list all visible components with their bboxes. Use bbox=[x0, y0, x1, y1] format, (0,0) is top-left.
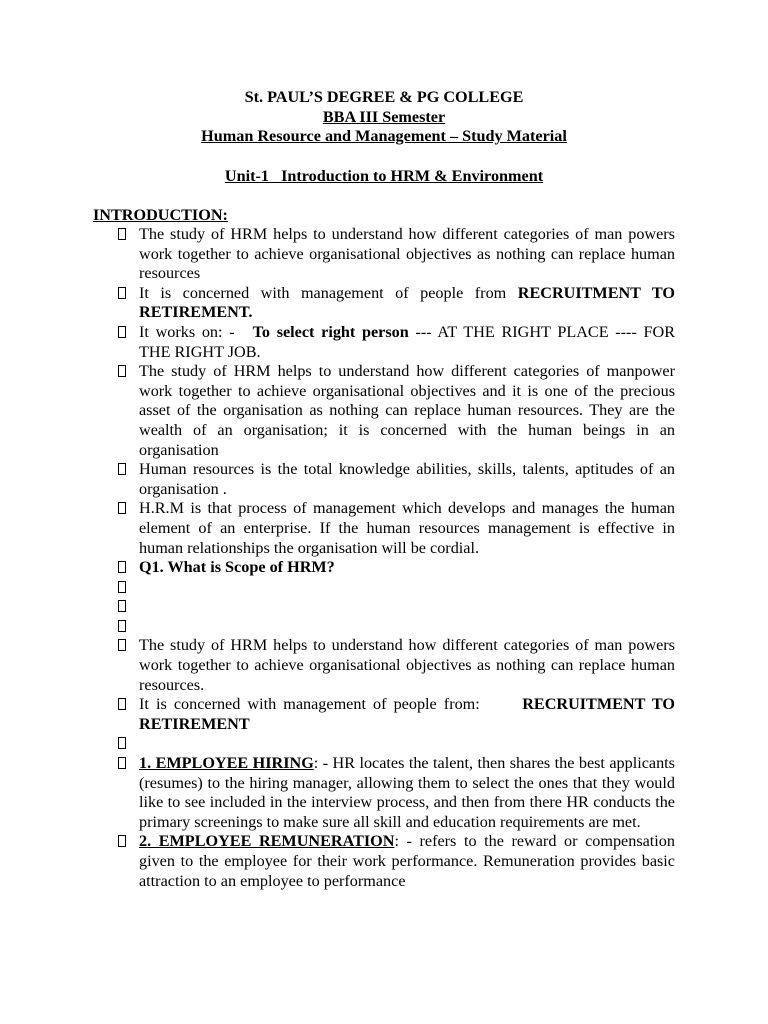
bullet-list bbox=[115, 225, 675, 891]
unit-title: Unit-1 Introduction to HRM & Environment bbox=[224, 167, 544, 185]
list-item bbox=[115, 558, 675, 578]
square-bullet-icon bbox=[118, 581, 126, 593]
list-item bbox=[115, 284, 675, 323]
square-bullet-icon bbox=[118, 620, 126, 632]
item-text-bold: RECRUITMENT TO RETIREMENT. bbox=[139, 283, 675, 322]
item-text: The study of HRM helps to understand how different categories of manpower work together to achieve organisational objectives and it is one of the precious asset of the organisation as nothing can replace human resources. They are the wealth of an organisation; it is concerned with the human beings in an organisation bbox=[139, 362, 675, 459]
square-bullet-icon bbox=[118, 737, 126, 749]
list-item bbox=[115, 754, 675, 832]
square-bullet-icon bbox=[118, 228, 126, 240]
item-text bbox=[139, 832, 675, 891]
list-item bbox=[115, 225, 675, 284]
item-text bbox=[139, 695, 675, 734]
item-text: H.R.M is that process of management which develops and manages the human element of an enterprise. If the human resources management is effective in human relationships the organisation will be cordial. bbox=[139, 499, 675, 557]
item-text bbox=[139, 754, 675, 832]
question-heading: Q1. What is Scope of HRM? bbox=[139, 558, 335, 577]
item-text-bold: RECRUITMENT TO RETIREMENT bbox=[139, 695, 676, 733]
item-text-plain: It works on: - bbox=[139, 322, 235, 341]
list-item bbox=[115, 460, 675, 499]
item-text: The study of HRM helps to understand how different categories of man powers work together to achieve organisational objectives as nothing can replace human resources. bbox=[139, 636, 675, 694]
list-item bbox=[115, 832, 675, 891]
remuneration-text: : - refers to the reward or compensation given to the employee for their work performance. Remuneration provides basic attraction to an employee to performance bbox=[139, 832, 675, 890]
remuneration-heading: 2. EMPLOYEE REMUNERATION bbox=[139, 832, 395, 851]
list-item bbox=[115, 362, 675, 460]
square-bullet-icon bbox=[118, 835, 126, 847]
square-bullet-icon bbox=[118, 287, 126, 299]
list-item bbox=[115, 695, 675, 734]
list-item-empty bbox=[115, 597, 675, 617]
item-text-tail: --- AT THE RIGHT PLACE ---- FOR THE RIGHT JOB. bbox=[139, 322, 676, 361]
item-text-plain: It is concerned with management of people from bbox=[139, 283, 518, 302]
item-text: The study of HRM helps to understand how different categories of man powers work together to achieve organisational objectives as nothing can replace human resources bbox=[139, 225, 675, 283]
item-text-plain: It is concerned with management of people from: bbox=[139, 695, 480, 714]
square-bullet-icon bbox=[118, 463, 126, 475]
square-bullet-icon bbox=[118, 365, 126, 377]
item-text bbox=[139, 284, 675, 323]
list-item-empty bbox=[115, 617, 675, 637]
item-text-bold: To select right person bbox=[252, 322, 409, 341]
square-bullet-icon bbox=[118, 600, 126, 612]
subject-title: Human Resource and Management – Study Material bbox=[201, 127, 567, 146]
square-bullet-icon bbox=[118, 639, 126, 651]
college-name: St. PAUL’S DEGREE & PG COLLEGE bbox=[244, 88, 524, 106]
list-item-empty bbox=[115, 578, 675, 598]
hiring-heading: 1. EMPLOYEE HIRING bbox=[139, 754, 314, 773]
hiring-text: : - HR locates the talent, then shares the best applicants (resumes) to the hiring manager, allowing them to select the ones that they would like to see included in the interview process, and then from there HR conducts the primary screenings to make sure all skill and education requirements are met. bbox=[139, 754, 675, 831]
list-item bbox=[115, 636, 675, 695]
square-bullet-icon bbox=[118, 326, 126, 338]
square-bullet-icon bbox=[118, 561, 126, 573]
semester-title: BBA III Semester bbox=[322, 107, 446, 126]
square-bullet-icon bbox=[118, 502, 126, 514]
list-item-empty bbox=[115, 734, 675, 754]
item-text bbox=[139, 323, 675, 362]
list-item bbox=[115, 323, 675, 362]
square-bullet-icon bbox=[118, 698, 126, 710]
section-title: INTRODUCTION: bbox=[93, 206, 228, 224]
square-bullet-icon bbox=[118, 757, 126, 769]
list-item bbox=[115, 499, 675, 558]
item-text: Human resources is the total knowledge abilities, skills, talents, aptitudes of an organisation . bbox=[139, 460, 675, 498]
document-header bbox=[0, 88, 768, 147]
